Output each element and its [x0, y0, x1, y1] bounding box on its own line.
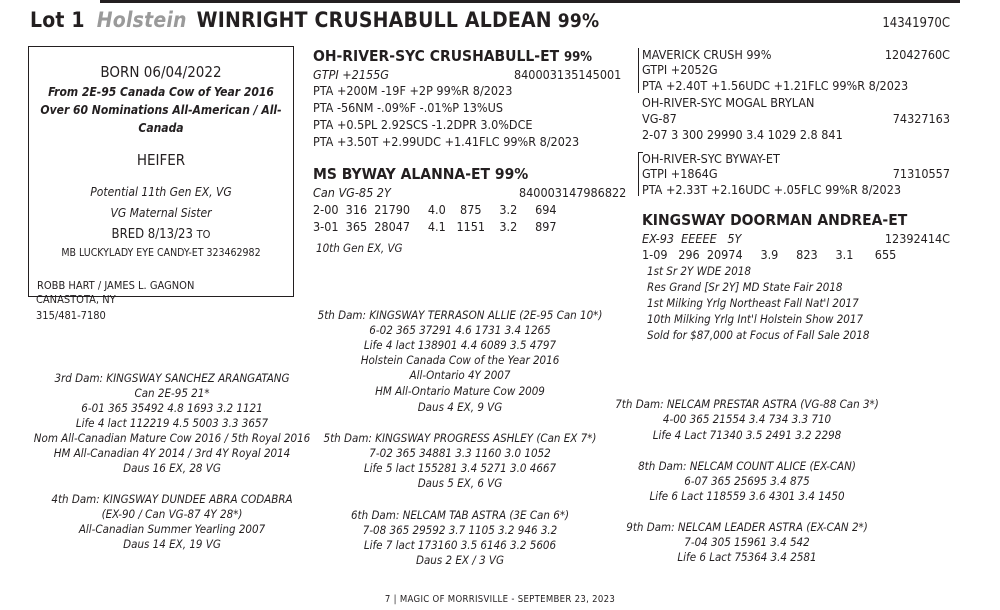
dam-dam-record: 1-09 296 20974 3.9 823 3.1 655 [642, 247, 897, 262]
animal-name: WINRIGHT CRUSHABULL ALDEAN [196, 8, 552, 32]
info-box [28, 46, 294, 297]
sire-name: OH-RIVER-SYC CRUSHABULL-ET 99% [313, 47, 592, 65]
sire-pta-line: PTA +0.5PL 2.92SCS -1.2DPR 3.0%DCE [313, 117, 533, 132]
potential-note: Potential 11th Gen EX, VG [90, 185, 232, 199]
dam5-line: 5th Dam: KINGSWAY TERRASON ALLIE (2E-95 Can 10*) [317, 308, 603, 322]
dam6-line: Life 5 lact 155281 3.4 5271 3.0 4667 [363, 461, 557, 475]
dam5-line: All-Ontario 4Y 2007 [409, 368, 511, 382]
lot-header [30, 8, 599, 32]
page-footer: 7 | MAGIC OF MORRISVILLE - SEPTEMBER 23, 2023 [384, 594, 616, 605]
dam3-line: Life 4 lact 112219 4.5 5003 3.3 3657 [75, 416, 269, 430]
sire-sire-reg: 12042760C [884, 47, 950, 62]
animal-reg: 14341970C [882, 16, 950, 31]
sire-dam-name: OH-RIVER-SYC MOGAL BRYLAN [642, 95, 815, 110]
dam6-line: Daus 5 EX, 6 VG [417, 476, 503, 490]
dam5-line: HM All-Ontario Mature Cow 2009 [375, 384, 545, 398]
dam6-line: 5th Dam: KINGSWAY PROGRESS ASHLEY (Can EX 7*) [323, 431, 597, 445]
dam-record: 3-01 365 28047 4.1 1151 3.2 897 [313, 219, 557, 234]
bred-date: BRED 8/13/23 TO [111, 227, 211, 242]
dam5-line: Life 4 lact 138901 4.4 6089 3.5 4797 [363, 338, 557, 352]
owner-phone: 315/481-7180 [36, 309, 106, 322]
dam10-line: 9th Dam: NELCAM LEADER ASTRA (EX-CAN 2*) [626, 520, 868, 534]
sire-pta-line: PTA +200M -19F +2P 99%R 8/2023 [313, 83, 513, 98]
maternal-note: VG Maternal Sister [110, 206, 212, 220]
dam7-line: Life 7 lact 173160 3.5 6146 3.2 5606 [363, 538, 557, 552]
owner-names: ROBB HART / JAMES L. GAGNON [37, 279, 195, 292]
dam-reg: 840003147986822 [519, 185, 627, 200]
dam4-line: (EX-90 / Can VG-87 4Y 28*) [101, 507, 243, 521]
dam6-line: 7-02 365 34881 3.3 1160 3.0 1052 [369, 446, 551, 460]
dam10-line: 7-04 305 15961 3.4 542 [684, 535, 810, 549]
dam-class: Can VG-85 2Y [313, 185, 391, 200]
service-sire: MB LUCKYLADY EYE CANDY-ET 323462982 [61, 247, 261, 259]
dam-dam-class: EX-93 EEEEE 5Y [642, 231, 742, 246]
dam9-line: 6-07 365 25695 3.4 875 [684, 474, 810, 488]
dam-dam-reg: 12392414C [884, 231, 950, 246]
animal-pct: 99% [557, 10, 600, 32]
sire-sire-pta: PTA +2.40T +1.56UDC +1.21FLC 99%R 8/2023 [642, 78, 909, 93]
dam5-line: 6-02 365 37291 4.6 1731 3.4 1265 [369, 323, 551, 337]
sire-dam-class: VG-87 [642, 111, 677, 126]
dam5-line: Daus 4 EX, 9 VG [417, 400, 503, 414]
dam4-line: 4th Dam: KINGSWAY DUNDEE ABRA CODABRA [51, 492, 293, 506]
dam-dam-note: Sold for $87,000 at Focus of Fall Sale 2018 [647, 328, 870, 342]
dam9-line: Life 6 Lact 118559 3.6 4301 3.4 1450 [649, 489, 845, 503]
dam4-line: Daus 14 EX, 19 VG [123, 537, 221, 551]
dam10-line: Life 6 Lact 75364 3.4 2581 [677, 550, 817, 564]
top-rule [100, 0, 960, 3]
dam7-line: 7-08 365 29592 3.7 1105 3.2 946 3.2 [362, 523, 558, 537]
lot-number: Lot 1 [30, 8, 85, 32]
dam3-line: Daus 16 EX, 28 VG [123, 461, 221, 475]
dam3-line: Nom All-Canadian Mature Cow 2016 / 5th Royal 2016 [33, 431, 311, 445]
sire-pta-line: PTA +3.50T +2.99UDC +1.41FLC 99%R 8/2023 [313, 134, 580, 149]
sire-reg: 840003135145001 [514, 67, 622, 82]
owner-city: CANASTOTA, NY [36, 293, 116, 306]
breed: Holstein [96, 8, 187, 32]
dam-dam-note: 1st Milking Yrlg Northeast Fall Nat'l 2017 [647, 296, 859, 310]
dam-sire-pta: PTA +2.33T +2.16UDC +.05FLC 99%R 8/2023 [642, 182, 901, 197]
dam-dam-note: 10th Milking Yrlg Int'l Holstein Show 2017 [647, 312, 864, 326]
dam3-line: Can 2E-95 21* [134, 386, 210, 400]
dam-dam-name: KINGSWAY DOORMAN ANDREA-ET [642, 211, 908, 229]
pedigree-bracket [638, 152, 639, 196]
dam5-line: Holstein Canada Cow of the Year 2016 [360, 353, 560, 367]
sire-dam-record: 2-07 3 300 29990 3.4 1029 2.8 841 [642, 127, 843, 142]
dam-sire-reg: 71310557 [892, 166, 950, 181]
sex-label: HEIFER [136, 151, 186, 169]
dam-sire-gtpi: GTPI +1864G [642, 166, 718, 181]
dam-record: 2-00 316 21790 4.0 875 3.2 694 [313, 202, 557, 217]
dam9-line: 8th Dam: NELCAM COUNT ALICE (EX-CAN) [638, 459, 856, 473]
dam-dam-note: 1st Sr 2Y WDE 2018 [647, 264, 751, 278]
dam4-line: All-Canadian Summer Yearling 2007 [78, 522, 266, 536]
dam-note: 10th Gen EX, VG [316, 241, 403, 255]
sire-gtpi: GTPI +2155G [313, 67, 390, 82]
pedigree-bracket [638, 48, 639, 93]
dam8-line: 7th Dam: NELCAM PRESTAR ASTRA (VG-88 Can 3*) [615, 397, 879, 411]
sire-sire-gtpi: GTPI +2052G [642, 62, 718, 77]
dam3-line: 6-01 365 35492 4.8 1693 3.2 1121 [81, 401, 263, 415]
dam8-line: Life 4 Lact 71340 3.5 2491 3.2 2298 [652, 428, 842, 442]
dam3-line: HM All-Canadian 4Y 2014 / 3rd 4Y Royal 2014 [53, 446, 291, 460]
dam-name: MS BYWAY ALANNA-ET 99% [313, 165, 529, 183]
sire-dam-reg: 74327163 [892, 111, 950, 126]
from-note: From 2E-95 Canada Cow of Year 2016 Over 60 Nominations All-American / All-Canada [40, 85, 282, 135]
born-date: BORN 06/04/2022 [100, 63, 222, 81]
dam8-line: 4-00 365 21554 3.4 734 3.3 710 [662, 412, 832, 426]
dam-dam-note: Res Grand [Sr 2Y] MD State Fair 2018 [647, 280, 843, 294]
dam-sire-name: OH-RIVER-SYC BYWAY-ET [642, 151, 780, 166]
dam3-line: 3rd Dam: KINGSWAY SANCHEZ ARANGATANG [54, 371, 290, 385]
sire-sire-name: MAVERICK CRUSH 99% [642, 47, 772, 62]
dam7-line: 6th Dam: NELCAM TAB ASTRA (3E Can 6*) [350, 508, 570, 522]
sire-pta-line: PTA -56NM -.09%F -.01%P 13%US [313, 100, 503, 115]
dam7-line: Daus 2 EX / 3 VG [415, 553, 505, 567]
